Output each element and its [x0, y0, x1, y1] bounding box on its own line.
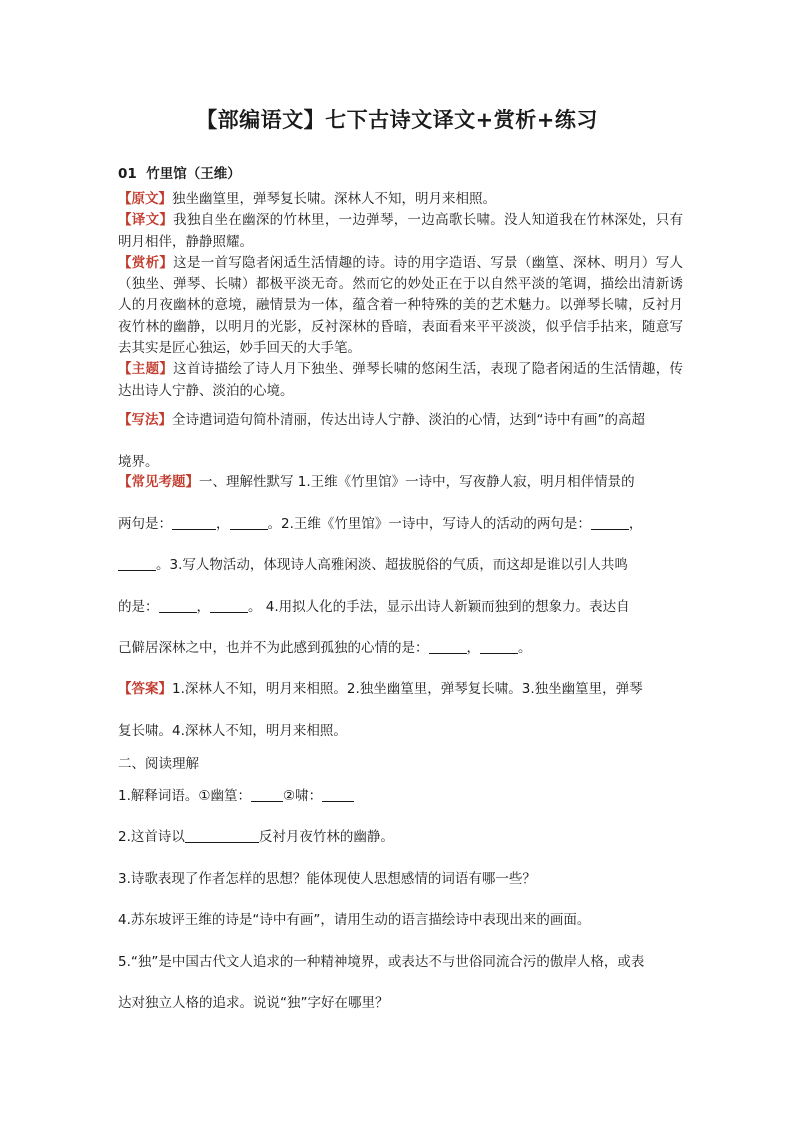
answer-blank[interactable] [118, 556, 156, 571]
shangxi-paragraph [118, 253, 683, 359]
reading-question-5-line-2: 达对独立人格的追求。说说“独”字好在哪里？ [118, 995, 389, 1011]
section-name: 竹里馆（王维） [146, 166, 241, 182]
page-title: 【部编语文】七下古诗文译文+赏析+练习 [196, 108, 598, 132]
answer-blank[interactable] [159, 598, 197, 613]
zhuti-paragraph [118, 359, 683, 402]
section-heading [118, 162, 241, 182]
answer-blank[interactable] [322, 787, 354, 802]
exam-text-4a: 的是： [118, 598, 159, 615]
exam-line-5 [118, 628, 683, 670]
exam-questions [118, 462, 683, 670]
q2-text-a: 2.这首诗以 [118, 829, 185, 845]
zhuti-text: 这首诗描绘了诗人月下独坐、弹琴长啸的悠闲生活，表现了隐者闲适的生活情趣，传达出诗人宁静、淡泊的心境。 [118, 361, 684, 399]
exam-text-2b: ， [216, 515, 230, 532]
xiefa-line-1 [118, 400, 683, 442]
yiwen-label: 【译文】 [118, 212, 174, 229]
yuanwen-label: 【原文】 [118, 191, 172, 207]
exam-text-4c: 。 4.用拟人化的手法，显示出诗人新颖而独到的想象力。表达自 [248, 598, 630, 615]
reading-question-4: 4.苏东坡评王维的诗是“诗中有画”，请用生动的语言描绘诗中表现出来的画面。 [118, 912, 591, 928]
shangxi-label: 【赏析】 [118, 254, 174, 271]
answer-blank[interactable] [185, 828, 259, 843]
reading-question-1 [118, 786, 354, 806]
answer-blank[interactable] [591, 515, 629, 530]
exam-text-3a: 。3.写人物活动，体现诗人高雅闲淡、超拔脱俗的气质，而这却是谁以引人共鸣 [156, 557, 628, 573]
answer-text-1: 1.深林人不知，明月来相照。2.独坐幽篁里，弹琴复长啸。3.独坐幽篁里，弹琴 [172, 681, 643, 697]
exam-line-4 [118, 587, 683, 629]
reading-question-3: 3.诗歌表现了作者怎样的思想？能体现使人思想感情的词语有哪一些？ [118, 871, 536, 887]
answer-line-1 [118, 669, 683, 711]
answer-blank[interactable] [251, 787, 283, 802]
answer-blank[interactable] [230, 515, 268, 530]
answer-blank[interactable] [172, 515, 216, 530]
yiwen-text: 我独自坐在幽深的竹林里，一边弹琴，一边高歌长啸。没人知道我在竹林深处，只有明月相伴，静静照耀。 [118, 212, 684, 250]
exam-label: 【常见考题】 [118, 474, 199, 490]
answer-blank[interactable] [210, 598, 248, 613]
exam-text-2c: 。2.王维《竹里馆》一诗中，写诗人的活动的两句是： [267, 515, 591, 532]
exam-text-5c: 。 [518, 640, 532, 656]
reading-heading: 二、阅读理解 [118, 756, 199, 772]
exam-text-1: 一、理解性默写 1.王维《竹里馆》一诗中，写夜静人寂，明月相伴情景的 [199, 474, 635, 490]
zhuti-label: 【主题】 [118, 361, 174, 378]
reading-question-2 [118, 827, 394, 847]
q1-text-b: ②啸： [282, 788, 323, 804]
poem-notes [118, 189, 683, 402]
exam-text-2d: ， [628, 515, 643, 532]
exam-text-5a: 己僻居深林之中，也并不为此感到孤独的心情的是： [118, 640, 429, 656]
answer-label: 【答案】 [118, 681, 172, 697]
exam-line-3 [118, 545, 683, 587]
answer-blank[interactable] [429, 639, 467, 654]
exam-line-2 [118, 504, 683, 546]
answer-line-2: 复长啸。4.深林人不知，明月来相照。 [118, 722, 347, 739]
section-number: 01 [118, 166, 137, 182]
q2-text-b: 反衬月夜竹林的幽静。 [258, 829, 394, 845]
yuanwen-paragraph [118, 189, 683, 210]
yiwen-paragraph [118, 210, 683, 253]
xiefa-text-1: 全诗遣词造句简朴清丽，传达出诗人宁静、淡泊的心情，达到“诗中有画”的高超 [172, 412, 645, 428]
xiefa-label: 【写法】 [118, 412, 172, 428]
q1-text-a: 1.解释词语。①幽篁： [118, 788, 251, 804]
xiefa-line-2: 境界。 [118, 453, 159, 470]
exam-line-1 [118, 462, 683, 504]
answer-paragraph [118, 669, 683, 752]
exam-text-2a: 两句是： [118, 515, 172, 532]
yuanwen-text: 独坐幽篁里，弹琴复长啸。深林人不知，明月来相照。 [172, 191, 496, 207]
exam-text-4b: ， [196, 598, 210, 615]
answer-blank[interactable] [480, 639, 518, 654]
reading-question-5-line-1: 5.“独”是中国古代文人追求的一种精神境界，或表达不与世俗同流合污的傲岸人格，或表 [118, 954, 645, 970]
shangxi-text: 这是一首写隐者闲适生活情趣的诗。诗的用字造语、写景（幽篁、深林、明月）写人（独坐、弹琴、长啸）都极平淡无奇。然而它的妙处正在于以自然平淡的笔调，描绘出清新诱人的月夜幽林的意境，融情景为一体，蕴含着一种特殊的美的艺术魅力。以弹琴长啸，反衬月夜竹林的幽静，以明月的光影，反衬深林的昏暗，表面看来平平淡淡，似乎信手拈来，随意写去其实是匠心独运，妙手回天的大手笔。 [118, 254, 684, 357]
exam-text-5b: ， [466, 640, 480, 656]
